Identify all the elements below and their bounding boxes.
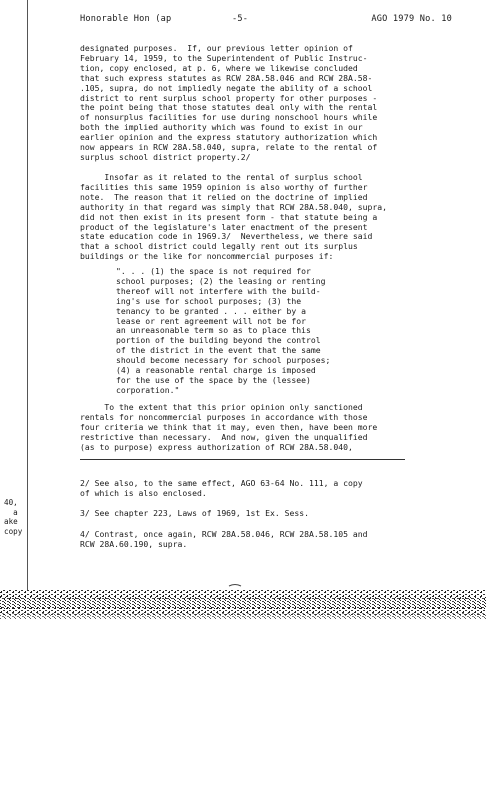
body-paragraph-3: To the extent that this prior opinion only sanctioned rentals for noncommercial purposes in accordance with those four criteria we think that it may, even then, have been more restrictive than necessary. And now, given the unqualified (as to purpose) express authorization of RCW 28A.58.040, (80, 402, 378, 452)
scan-smudge (228, 583, 242, 587)
body-paragraph-1: designated purposes. If, our previous letter opinion of February 14, 1959, to the Superintendent of Public Instruc- tion, copy enclosed, at p. 6, where we likewise concluded that such express statutes as RCW 28A.58.046 and RCW 28A.58- .105, supra, do not impliedly negate the ability of a school district to rent surplus school property for other purposes - the point being that those statutes deal only with the rental of nonsurplus facilities for use during nonschool hours while both the implied authority which was found to exist in our earlier opinion and the express statutory authorization which now appears in RCW 28A.58.040, supra, relate to the rental of surplus school district property.2/ (80, 43, 378, 162)
footnote-2: 2/ See also, to the same effect, AGO 63-64 No. 111, a copy of which is also enclosed. (80, 478, 363, 498)
margin-note: 40, a ake copy (4, 498, 23, 536)
header-opinion-number: AGO 1979 No. 10 (371, 14, 452, 24)
footnote-divider (80, 459, 405, 460)
page-header (80, 14, 460, 28)
block-quote: ". . . (1) the space is not required for school purposes; (2) the leasing or renting thereof will not interfere with the build- ing's use for school purposes; (3) the tenancy to be granted . . . either by a lease or rent agreement will not be for an unreasonable term so as to place this portion of the building beyond the control of the district in the event that the same should become necessary for school purposes; (4) a reasonable rental charge is imposed for the use of the space by the (lessee) corporation." (116, 266, 331, 395)
body-paragraph-2: Insofar as it related to the rental of surplus school facilities this same 1959 opinion is also worthy of further note. The reason that it relied on the doctrine of implied authority in that regard was simply that RCW 28A.58.040, supra, did not then exist in its present form - that statute being a product of the legislature's later enactment of the present state education code in 1969.3/ Nevertheless, we there said that a school district could legally rent out its surplus buildings or the like for noncommercial purposes if: (80, 172, 387, 262)
scan-noise-band (0, 588, 486, 624)
header-page-number: -5- (232, 14, 249, 24)
header-addressee: Honorable Hon (ap (80, 14, 172, 24)
footnote-4: 4/ Contrast, once again, RCW 28A.58.046, RCW 28A.58.105 and RCW 28A.60.190, supra. (80, 529, 368, 549)
footnote-3: 3/ See chapter 223, Laws of 1969, 1st Ex. Sess. (80, 508, 310, 518)
page-edge-line (27, 0, 28, 590)
